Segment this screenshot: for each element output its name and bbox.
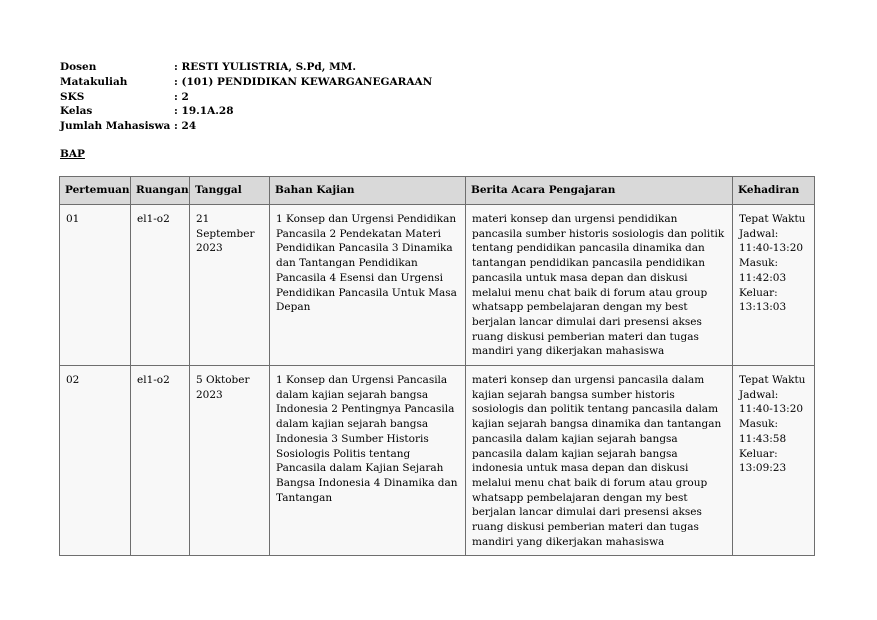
kehadiran-status: Tepat Waktu: [739, 213, 806, 225]
cell-kehadiran: [733, 366, 815, 556]
cell-kehadiran: [733, 205, 815, 366]
header-pertemuan: Pertemuan: [60, 177, 131, 205]
course-info: [60, 60, 432, 134]
info-label: SKS: [60, 90, 85, 103]
kehadiran-keluar: Keluar: 13:09:23: [739, 447, 787, 475]
header-tanggal: Tanggal: [190, 177, 270, 205]
info-row-matakuliah: [60, 75, 432, 90]
cell-pertemuan: 01: [60, 205, 131, 366]
cell-berita-acara: materi konsep dan urgensi pendidikan pancasila sumber historis sosiologis dan politik tentang pendidikan pancasila dinamika dan tantangan pendidikan pancasila pendidikan pancasila untuk masa depan dan diskusi melalui menu chat baik di forum atau group whatsapp pembelajaran dengan my best berjalan lancar dimulai dari presensi akses ruang diskusi pemberian materi dan tugas mandiri yang dikerjakan mahasiswa: [466, 205, 733, 366]
info-label: Kelas: [60, 105, 93, 118]
cell-tanggal: 5 Oktober 2023: [190, 366, 270, 556]
bap-table: [59, 176, 815, 556]
kehadiran-masuk: Masuk: 11:43:58: [739, 418, 787, 445]
info-value: : 2: [174, 90, 189, 103]
cell-ruangan: el1-o2: [131, 366, 190, 556]
info-label: Matakuliah: [60, 75, 128, 88]
header-ruangan: Ruangan: [131, 177, 190, 205]
info-row-sks: [60, 90, 432, 105]
kehadiran-keluar: Keluar: 13:13:03: [739, 286, 787, 314]
kehadiran-jadwal: Jadwal: 11:40-13:20: [739, 227, 804, 255]
info-row-dosen: [60, 60, 432, 75]
info-row-kelas: [60, 104, 432, 119]
cell-bahan-kajian: 1 Konsep dan Urgensi Pendidikan Pancasila 2 Pendekatan Materi Pendidikan Pancasila 3 Dinamika dan Tantangan Pendidikan Pancasila 4 Esensi dan Urgensi Pendidikan Pancasila Untuk Masa Depan: [270, 205, 466, 366]
cell-tanggal: 21 September 2023: [190, 205, 270, 366]
info-label: Dosen: [60, 61, 97, 73]
section-title-bap: BAP: [60, 148, 85, 160]
cell-pertemuan: 02: [60, 366, 131, 556]
info-row-jumlah-mahasiswa: [60, 119, 432, 134]
header-kehadiran: Kehadiran: [733, 177, 815, 205]
info-value: : 19.1A.28: [174, 105, 234, 118]
table-row: [60, 366, 815, 556]
info-label: Jumlah Mahasiswa: [60, 120, 171, 133]
info-value: : 24: [174, 120, 197, 133]
header-berita-acara: Berita Acara Pengajaran: [466, 177, 733, 205]
cell-berita-acara: materi konsep dan urgensi pancasila dalam kajian sejarah bangsa sumber historis sosiologis dan politik tentang pancasila dalam kajian sejarah bangsa dinamika dan tantangan pancasila dalam kajian sejarah bangsa pancasila dalam kajian sejarah bangsa indonesia untuk masa depan dan diskusi melalui menu chat baik di forum atau group whatsapp pembelajaran dengan my best berjalan lancar dimulai dari presensi akses ruang diskusi pemberian materi dan tugas mandiri yang dikerjakan mahasiswa: [466, 366, 733, 556]
info-value: : (101) PENDIDIKAN KEWARGANEGARAAN: [174, 75, 433, 88]
cell-bahan-kajian: 1 Konsep dan Urgensi Pancasila dalam kajian sejarah bangsa Indonesia 2 Pentingnya Pancasila dalam kajian sejarah bangsa Indonesia 3 Sumber Historis Sosiologis Politis tentang Pancasila dalam Kajian Sejarah Bangsa Indonesia 4 Dinamika dan Tantangan: [270, 366, 466, 556]
kehadiran-masuk: Masuk: 11:42:03: [739, 257, 787, 284]
cell-ruangan: el1-o2: [131, 205, 190, 366]
table-row: [60, 205, 815, 366]
header-bahan-kajian: Bahan Kajian: [270, 177, 466, 205]
kehadiran-status: Tepat Waktu: [739, 374, 806, 387]
table-header-row: [60, 177, 815, 205]
info-value: : RESTI YULISTRIA, S.Pd, MM.: [174, 61, 356, 73]
kehadiran-jadwal: Jadwal: 11:40-13:20: [739, 388, 804, 416]
